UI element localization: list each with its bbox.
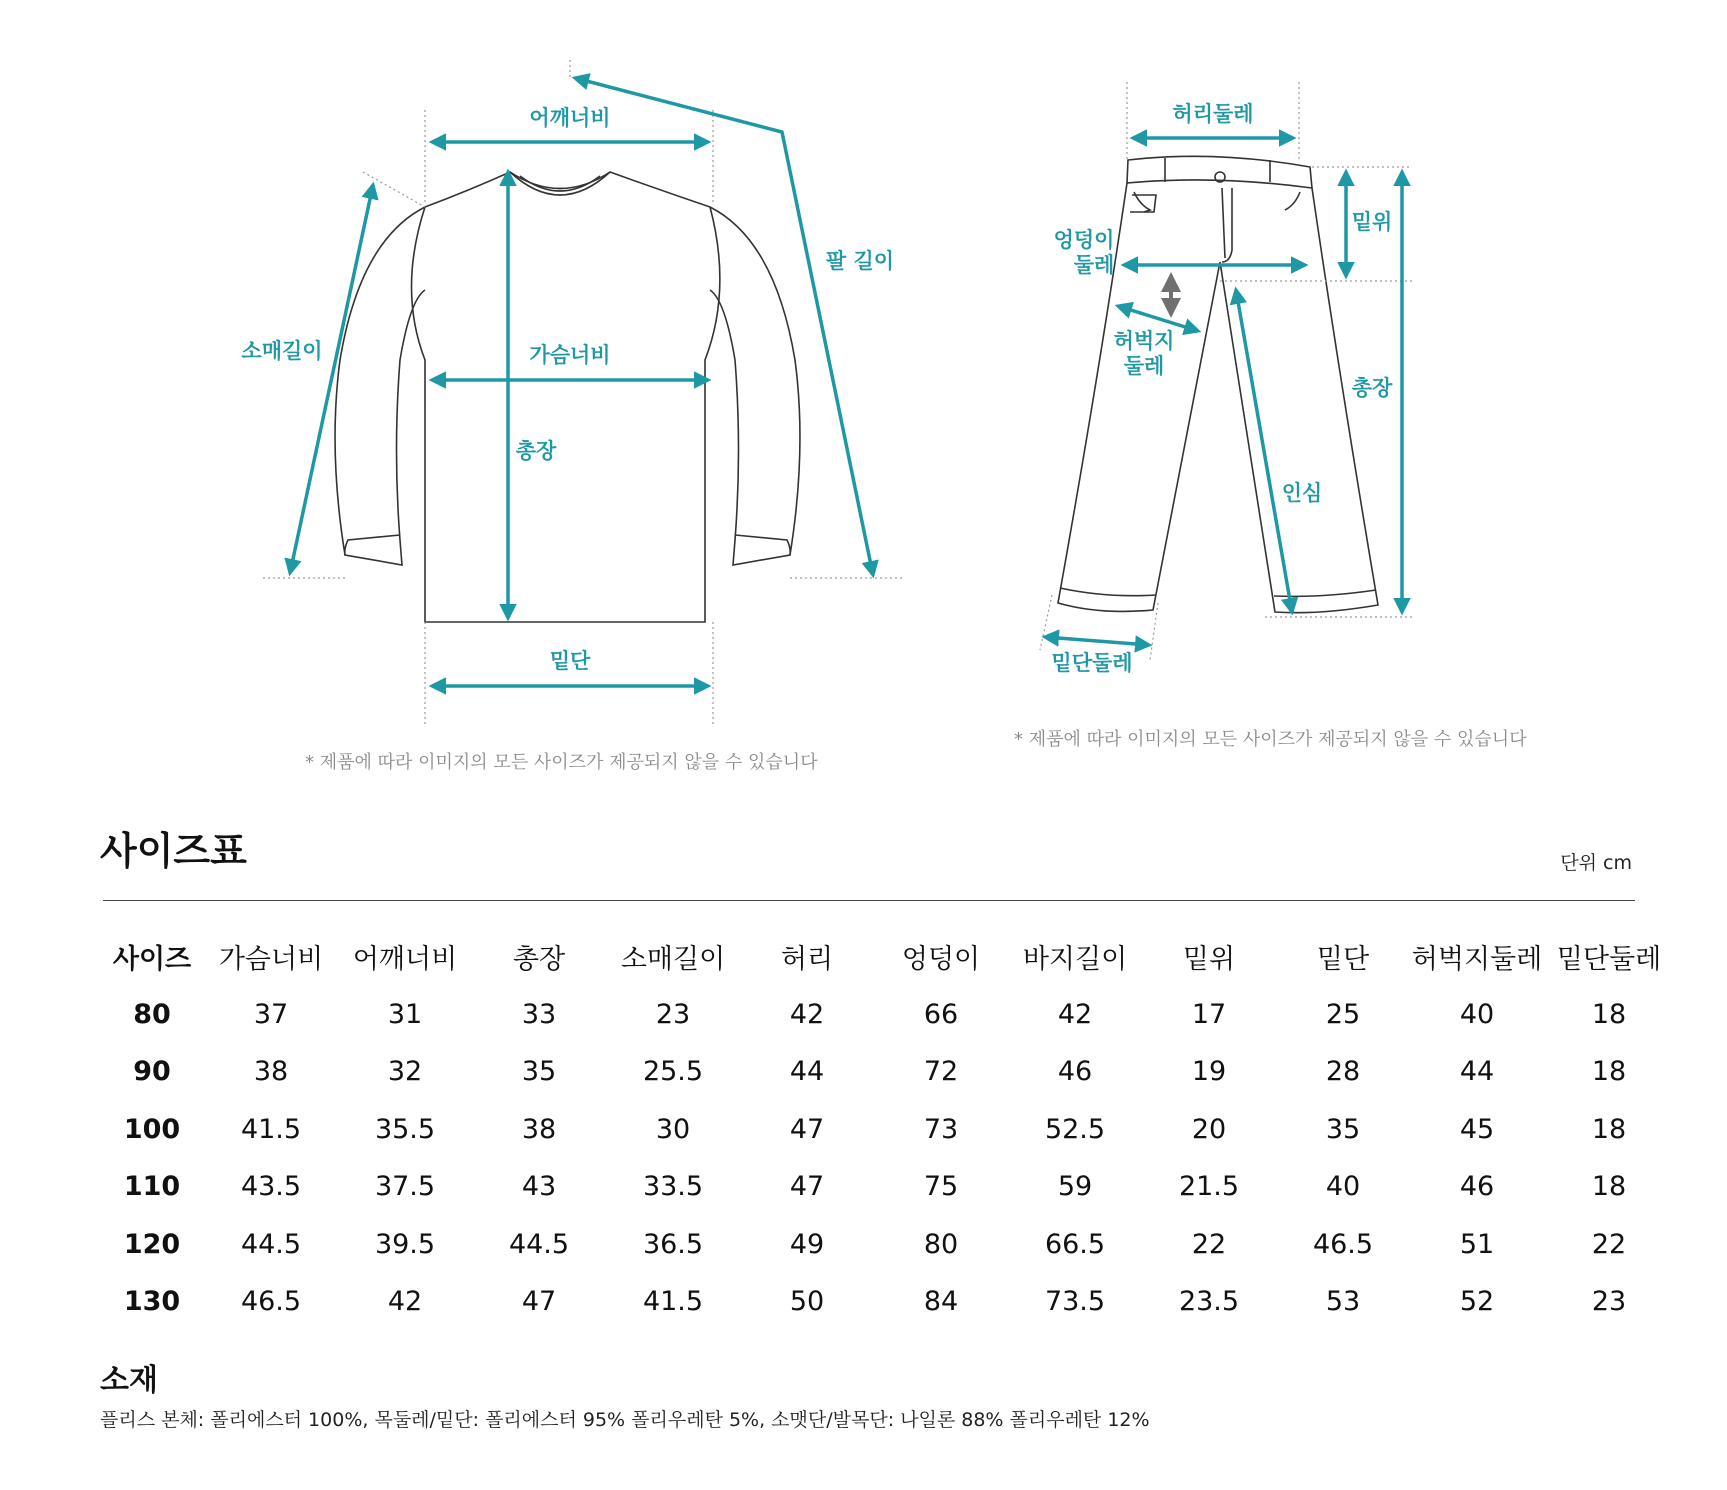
top-measure-arrows [290,78,873,686]
table-cell: 40 [1459,998,1495,1030]
column-header: 소매길이 [620,944,726,976]
table-cell: 47 [789,1171,825,1203]
table-cell: 80 [923,1228,959,1260]
table-cell: 38 [253,1056,289,1088]
table-header-row [100,928,1674,986]
table-cell: 39.5 [374,1228,436,1260]
table-cell: 120 [123,1228,181,1260]
note-pants-diagram: * 제품에 따라 이미지의 모든 사이즈가 제공되지 않을 수 있습니다 [1014,729,1527,750]
table-cell: 23.5 [1178,1286,1240,1318]
table-cell: 44.5 [240,1228,302,1260]
column-header: 밑단 [1316,944,1370,976]
table-cell: 100 [123,1113,181,1145]
column-header: 바지길이 [1022,944,1128,976]
table-cell: 51 [1459,1228,1495,1260]
table-cell: 66 [923,998,959,1030]
table-cell: 43.5 [240,1171,302,1203]
table-cell: 84 [923,1286,959,1318]
table-cell: 18 [1591,1113,1627,1145]
table-cell: 47 [521,1286,557,1318]
table-cell: 59 [1057,1171,1093,1203]
table-cell: 46.5 [1312,1228,1374,1260]
column-header: 허벅지둘레 [1411,944,1543,976]
table-cell: 19 [1191,1056,1227,1088]
table-cell: 49 [789,1228,825,1260]
label-total-length-pants: 총장 [1351,376,1393,400]
table-cell: 42 [387,1286,423,1318]
table-cell: 75 [923,1171,959,1203]
table-row [100,1101,1674,1159]
table-row [100,986,1674,1044]
label-total-length-top: 총장 [515,439,557,463]
table-cell: 72 [923,1056,959,1088]
table-cell: 33.5 [642,1171,704,1203]
column-header: 어깨너비 [352,944,458,976]
table-cell: 46.5 [240,1286,302,1318]
table-cell: 42 [789,998,825,1030]
column-header: 엉덩이 [901,944,981,976]
table-cell: 37.5 [374,1171,436,1203]
table-cell: 90 [133,1056,171,1088]
table-cell: 23 [1591,1286,1627,1318]
table-cell: 73.5 [1044,1286,1106,1318]
label-inseam: 인심 [1281,481,1323,505]
table-cell: 44 [789,1056,825,1088]
column-header: 허리 [780,944,834,976]
table-cell: 44 [1459,1056,1495,1088]
label-thigh-line2: 둘레 [1123,354,1165,378]
table-cell: 28 [1325,1056,1361,1088]
table-cell: 46 [1459,1171,1495,1203]
label-arm-length: 팔 길이 [825,249,895,273]
table-cell: 25 [1325,998,1361,1030]
table-cell: 20 [1191,1113,1227,1145]
table-row [100,1216,1674,1274]
table-cell: 45 [1459,1113,1495,1145]
size-chart-title: 사이즈표 [100,829,247,873]
table-cell: 40 [1325,1171,1361,1203]
table-cell: 52 [1459,1286,1495,1318]
label-hip-line2: 둘레 [1073,253,1115,277]
table-cell: 30 [655,1113,691,1145]
table-cell: 53 [1325,1286,1361,1318]
table-cell: 41.5 [240,1113,302,1145]
pants-outline [1058,156,1378,612]
column-header: 총장 [512,944,566,976]
table-cell: 18 [1591,998,1627,1030]
column-header: 사이즈 [112,944,192,976]
table-cell: 22 [1591,1228,1627,1260]
table-cell: 35 [1325,1113,1361,1145]
inseam-arrow [1236,290,1292,612]
label-chest-width: 가슴너비 [529,343,611,367]
table-cell: 43 [521,1171,557,1203]
thigh-arrow [1118,306,1198,331]
label-hem-top: 밑단 [549,649,591,673]
table-cell: 66.5 [1044,1228,1106,1260]
unit-label: 단위 cm [1560,852,1632,874]
table-cell: 73 [923,1113,959,1145]
top-guide-lines [263,60,905,725]
table-cell: 21.5 [1178,1171,1240,1203]
table-cell: 37 [253,998,289,1030]
table-cell: 33 [521,998,557,1030]
table-cell: 38 [521,1113,557,1145]
top-garment-outline [335,172,800,622]
label-rise: 밑위 [1351,210,1393,234]
table-cell: 47 [789,1113,825,1145]
table-cell: 35 [521,1056,557,1088]
table-cell: 23 [655,998,691,1030]
size-table [100,928,1674,1331]
table-cell: 25.5 [642,1056,704,1088]
table-cell: 41.5 [642,1286,704,1318]
sleeve-length-arrow [290,185,373,573]
table-cell: 50 [789,1286,825,1318]
arm-length-arrow [575,78,873,575]
table-cell: 17 [1191,998,1227,1030]
table-row [100,1043,1674,1101]
label-thigh-line1: 허벅지 [1113,329,1175,353]
label-sleeve-length: 소매길이 [241,339,323,363]
table-cell: 35.5 [374,1113,436,1145]
table-cell: 18 [1591,1171,1627,1203]
table-cell: 52.5 [1044,1113,1106,1145]
pants-guide-lines [1040,82,1412,660]
table-cell: 42 [1057,998,1093,1030]
table-cell: 80 [133,998,171,1030]
material-title: 소재 [100,1363,158,1398]
note-top-diagram: * 제품에 따라 이미지의 모든 사이즈가 제공되지 않을 수 있습니다 [305,752,818,773]
label-hem-circ: 밑단둘레 [1051,651,1133,675]
label-hip-line1: 엉덩이 [1053,228,1115,252]
table-cell: 110 [123,1171,181,1203]
divider [103,900,1635,901]
label-shoulder-width: 어깨너비 [529,106,611,130]
table-cell: 31 [387,998,423,1030]
table-cell: 18 [1591,1056,1627,1088]
material-text: 플리스 본체: 폴리에스터 100%, 목둘레/밑단: 폴리에스터 95% 폴리우레탄 5%, 소맷단/발목단: 나일론 88% 폴리우레탄 12% [100,1409,1150,1431]
table-cell: 44.5 [508,1228,570,1260]
column-header: 밑위 [1182,944,1236,976]
label-waist: 허리둘레 [1172,102,1254,126]
table-cell: 46 [1057,1056,1093,1088]
hem-circ-arrow [1045,637,1149,645]
table-cell: 32 [387,1056,423,1088]
column-header: 밑단둘레 [1556,944,1662,976]
table-cell: 36.5 [642,1228,704,1260]
table-row [100,1273,1674,1331]
table-cell: 22 [1191,1228,1227,1260]
column-header: 가슴너비 [218,944,324,976]
table-cell: 130 [123,1286,181,1318]
table-row [100,1158,1674,1216]
